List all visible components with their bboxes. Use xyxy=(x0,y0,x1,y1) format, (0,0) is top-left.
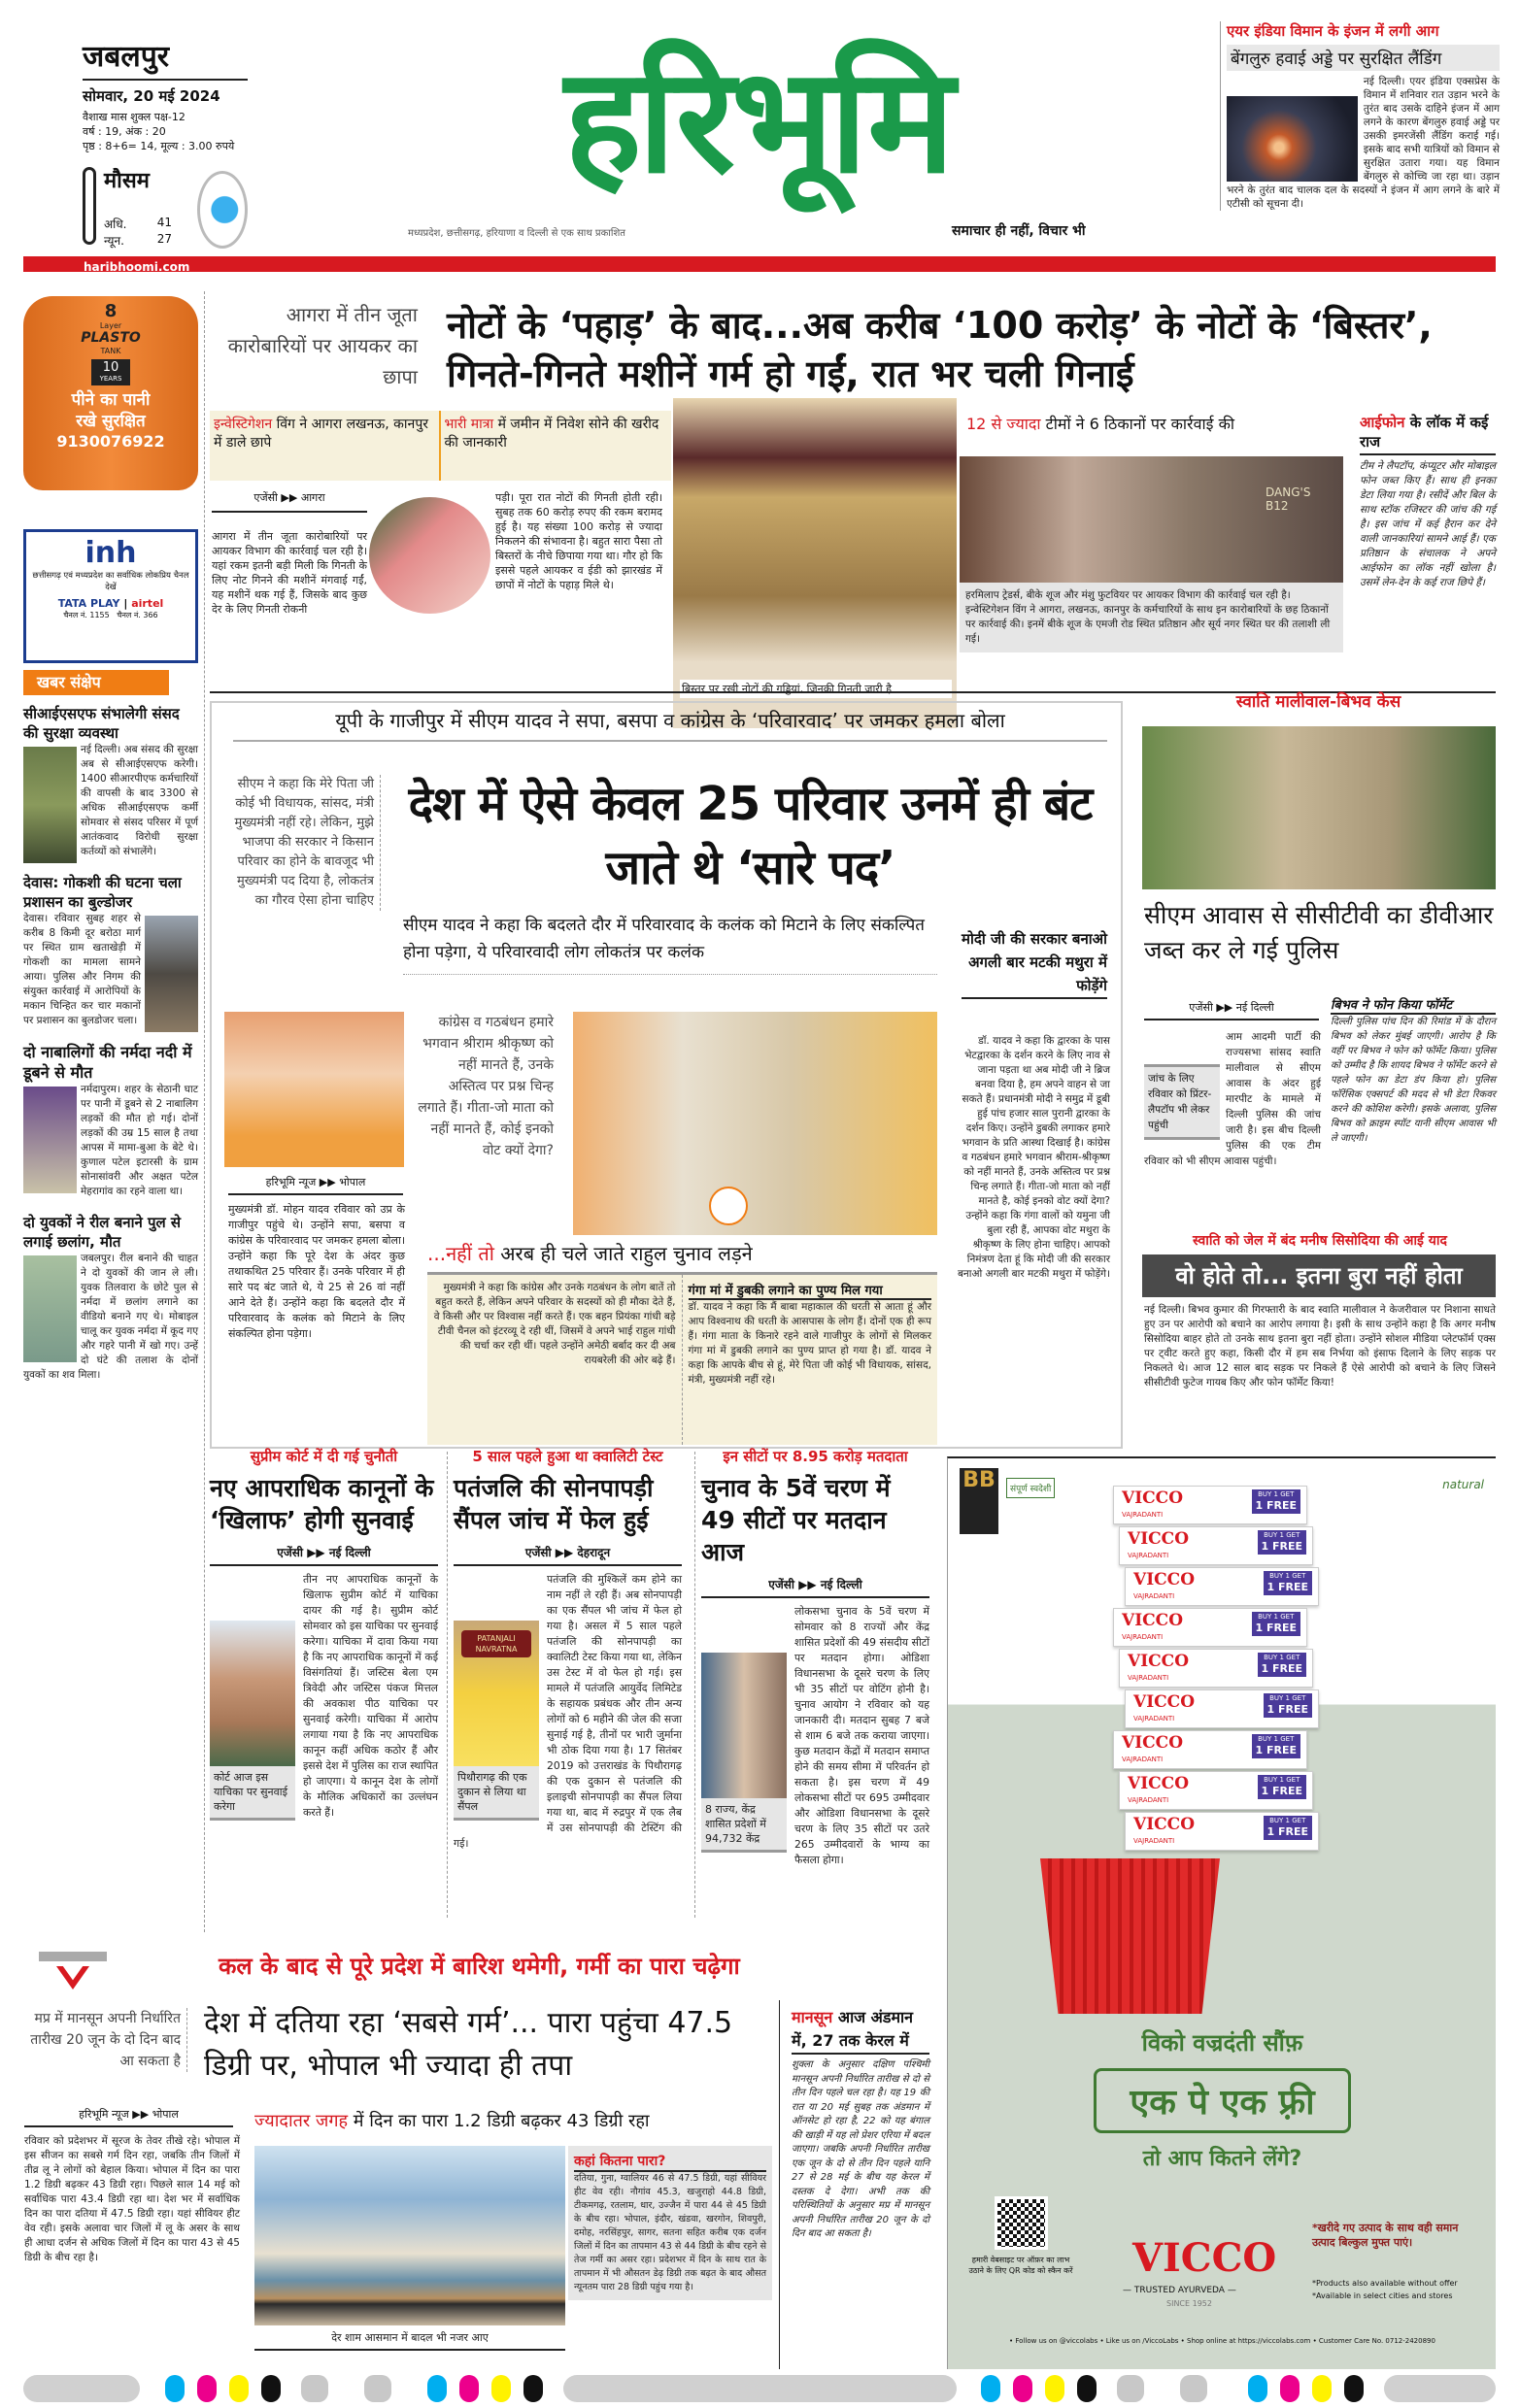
swati-police-photo xyxy=(1142,726,1496,889)
briefs-column xyxy=(23,704,198,1383)
vicco-note2: *Products also available without offer xyxy=(1312,2279,1458,2288)
registration-dot xyxy=(261,2375,281,2402)
pack-offer-box xyxy=(1252,1489,1301,1514)
toothpaste-pack xyxy=(1119,1771,1313,1810)
pack-badge: BUY 1 GET xyxy=(1269,1572,1306,1580)
story-kicker: इन सीटों पर 8.95 करोड़ मतदाता xyxy=(723,1448,908,1465)
cisf-photo xyxy=(23,747,77,863)
sub1: विंग ने आगरा लखनऊ, कानपुर में डाले छापे xyxy=(214,417,428,451)
story-byline: एजेंसी ▶▶ देहरादून xyxy=(454,1544,682,1566)
tataplay-logo: TATA PLAY xyxy=(57,597,120,610)
website-link[interactable]: haribhoomi.com xyxy=(84,260,190,274)
lead-headline: नोटों के ‘पहाड़’ के बाद...अब करीब ‘100 करोड़’ के नोटों के ‘बिस्तर’, गिनते-गिनते मशीनें गर्म हो गईं, रात भर चली गिनाई xyxy=(447,304,1433,395)
inh-desc: छत्तीसगढ़ एवं मध्यप्रदेश का सर्वाधिक लोकप्रिय चैनल देखें xyxy=(32,571,189,592)
column-divider xyxy=(694,1452,695,1918)
vicco-logo: VICCO xyxy=(1132,2235,1277,2281)
ear-story xyxy=(1220,21,1500,211)
vicco-line1: विको वज्रदंती सौंफ़ xyxy=(1141,2029,1303,2057)
registration-dot xyxy=(1344,2375,1364,2402)
pack-offer: 1 FREE xyxy=(1255,1499,1297,1512)
ganga-headline: गंगा मां में डुबकी लगाने का पुण्य मिल गया xyxy=(689,1281,932,1300)
bibhav-sidebar xyxy=(1331,995,1496,1146)
patanjali-pack-label: PATANJALI NAVRATNA xyxy=(461,1630,531,1657)
vicco-line2: एक पे एक फ़्री xyxy=(1094,2068,1351,2133)
ear-headline: बेंगलुरु हवाई अड्डे पर सुरक्षित लैंडिंग xyxy=(1227,45,1500,71)
sub2-red: भारी मात्रा xyxy=(444,417,494,432)
editions-line: मध्यप्रदेश, छत्तीसगढ़, हरियाणा व दिल्ली से एक साथ प्रकाशित xyxy=(408,228,625,239)
registration-dot xyxy=(1180,2375,1207,2402)
sisodia-kicker: स्वाति को जेल में बंद मनीष सिसोदिया की आई याद xyxy=(1193,1233,1447,1249)
pack-brand: VICCO xyxy=(1122,1611,1184,1630)
pack-offer: 1 FREE xyxy=(1261,1662,1302,1675)
yadav-quote: सीएम ने कहा कि मेरे पिता जी कोई भी विधायक, सांसद, मंत्री मुख्यमंत्री नहीं रहे। लेकिन, मुझे भाजपा की सरकार ने किसान परिवार का होने के बावजूद भी मुख्यमंत्री पद दिया है, लोकतंत्र का गौरव ऐसा होना चाहिए xyxy=(225,775,381,911)
story-body: पतंजलि की मुश्किलें कम होने का नाम नहीं ले रही हैं। अब सोनपापड़ी का एक सैंपल भी जांच में फेल हो गया है। असल में 5 साल पहले पतंजलि की सोनपापड़ी का क्वालिटी टेस्ट किया गया था, लेकिन उस टेस्ट में वो फेल हो गई। इस मामले में पतंजलि आयुर्वेद लिमिटेड के सहायक प्रबंधक और तीन अन्य लोगों को 6 महीने की जेल की सजा सुनाई गई है, तीनों पर भारी जुर्माना भी ठोक दिया गया है। 17 सितंबर 2019 को उत्तराखंड के पिथौरागढ़ की एक दुकान से पतंजलि की इलाइची सोनपापड़ी का सैंपल लिया गया था, बाद में रुद्रपुर में एक लैब में उस सोनपापड़ी की टेस्टिंग की गई। xyxy=(454,1573,682,1850)
pack-offer-box xyxy=(1264,1816,1313,1840)
registration-dot xyxy=(1117,2375,1144,2402)
rahul-body: मुख्यमंत्री ने कहा कि कांग्रेस और उनके गठबंधन के लोग बातें तो बहुत करते हैं, लेकिन अपने परिवार के सदस्यों को ही मौका देते हैं, वे किसी और पर विश्वास नहीं करते हैं। एक बहन प्रियंका गांधी बड़े टीवी चैनल को इंटरव्यू दे रही थीं, जिसमें वे अपने भाई राहुल गांधी की चर्चा कर रही थीं। पहले उन्होंने अमेठी बर्बाद कर दी अब रायबरेली की ओर बढ़े हैं। xyxy=(427,1275,683,1445)
newspaper-logo[interactable]: हरिभूमि xyxy=(564,37,951,206)
registration-dot xyxy=(1280,2375,1300,2402)
chevron-down-icon xyxy=(56,1966,89,1990)
briefs-title: खबर संक्षेप xyxy=(23,670,169,695)
max-temp-label: अधि. xyxy=(104,217,127,231)
sisodia-headline: वो होते तो... इतना बुरा नहीं होता xyxy=(1142,1254,1496,1297)
volume: वर्ष : 19, अंक : 20 xyxy=(83,125,166,138)
max-temp: 41 xyxy=(156,216,172,229)
slogan: समाचार ही नहीं, विचार भी xyxy=(952,223,1086,239)
pack-product: VAJRADANTI xyxy=(1133,1837,1175,1845)
registration-dot xyxy=(1013,2375,1032,2402)
pack-offer-box xyxy=(1258,1653,1307,1677)
cloud-icon xyxy=(197,171,248,249)
qr-text: हमारी वेबसाइट पर ऑफ़र का लाभ उठाने के लिए QR कोड को स्कैन करें xyxy=(968,2256,1073,2275)
weather-banner: कल के बाद से पूरे प्रदेश में बारिश थमेगी, गर्मी का पारा चढ़ेगा xyxy=(219,1953,740,1980)
lead-byline: एजेंसी ▶▶ आगरा xyxy=(212,490,367,513)
sub2: में जमीन में निवेश सोने की खरीद की जानकारी xyxy=(444,417,659,451)
pack-offer-box xyxy=(1258,1530,1307,1555)
monsoon-body: शुक्ला के अनुसार दक्षिण पश्चिमी मानसून अपनी निर्धारित तारीख से दो से तीन दिन पहले चल रहा है। यह 19 की रात या 20 मई सुबह तक अंडमान में ऑनसेट हो रहा है, 22 को यह बंगाल की खाड़ी में यह लो प्रेशर एरिया में बदल जाएगा। जबकि अपनी निर्धारित तारीख एक जून के दो से तीन दिन पहले यानि 27 से 28 मई के बीच यह केरल में दस्तक दे देगा। अभी तक की परिस्थितियों के अनुसार मप्र में मानसून अपनी निर्धारित तारीख 20 जून के दो दिन बाद आ सकता है। xyxy=(792,2059,929,2239)
registration-dot xyxy=(1312,2375,1332,2402)
swati-body: आम आदमी पार्टी की राज्यसभा सांसद स्वाति मालीवाल से सीएम आवास के अंदर हुई मारपीट के मामले में दिल्ली पुलिस की जांच जारी है। इस बीच दिल्ली पुलिस की एक टीम रविवार को भी सीएम आवास पहुंची। xyxy=(1144,1031,1321,1167)
story-photo-caption: 8 राज्य, केंद्र शासित प्रदेशों में 94,732 केंद्र xyxy=(701,1798,787,1853)
registration-dot xyxy=(301,2375,328,2402)
registration-dot xyxy=(364,2375,391,2402)
weather-headline: देश में दतिया रहा ‘सबसे गर्म’... पारा पहुंचा 47.5 डिग्री पर, भोपाल भी ज्यादा ही तपा xyxy=(204,2006,733,2083)
brief-item[interactable]: दो नाबालिगों की नर्मदा नदी में डूबने से मौत नर्मदापुरम। शहर के सेठानी घाट पर पानी में डूबने से 2 नाबालिग लड़कों की मौत हो गई। दोनों लड़कों की उम्र 15 साल है तथा आपस में मामा-बुआ के बेटे थे। कुणाल पटेल इटारसी के ग्राम सोनासांवरी और अक्षत पटेल मेहरागांव का रहने वाला था। xyxy=(23,1043,198,1197)
ear-body: नई दिल्ली। एयर इंडिया एक्सप्रेस के विमान में शनिवार रात उड़ान भरने के तुरंत बाद उसके दाहिने इंजन में आग लगने के कारण बेंगलुरु हवाई अड्डे पर उसकी इमरजेंसी लैंडिंग कराई गई। इसके बाद सभी यात्रियों को विमान से सुरक्षित उतारा गया। यह विमान बेंगलुरु से कोच्चि जा रहा था। उड़ान भरने के तुरंत बाद चालक दल के सदस्यों ने इंजन में आग लगने के बारे में एटीसी को सूचना दी। xyxy=(1227,76,1500,210)
cash-on-bed-photo xyxy=(673,398,957,728)
pack-brand: VICCO xyxy=(1128,1652,1190,1671)
registration-bar xyxy=(23,2375,140,2402)
door-sign: DANG'S B12 xyxy=(1266,485,1311,513)
pack-offer: 1 FREE xyxy=(1261,1785,1302,1797)
brief-item[interactable]: देवास: गोकशी की घटना चला प्रशासन का बुल्डोजर देवास। रविवार सुबह शहर से करीब 8 किमी दूर बरोठा मार्ग पर स्थित ग्राम खताखेड़ी में गोकशी का मामला सामने आया। पुलिस और निगम की संयुक्त कार्रवाई में आरोपियों के मकान चिन्हित कर चार मकानों पर प्रशासन का बुलडोजर चला। xyxy=(23,873,198,1028)
pack-product: VAJRADANTI xyxy=(1133,1715,1175,1722)
pack-product: VAJRADANTI xyxy=(1122,1756,1164,1763)
story-body: लोकसभा चुनाव के 5वें चरण में सोमवार को 8 राज्यों और केंद्र शासित प्रदेशों की 49 संसदीय सीटों पर मतदान होगा। ओडिशा विधानसभा के दूसरे चरण के लिए भी 35 सीटों पर वोटिंग होनी है। चुनाव आयोग ने रविवार को यह जानकारी दी। मतदान सुबह 7 बजे से शाम 6 बजे तक कराया जाएगा। कुछ मतदान केंद्रों में मतदान समाप्त होने की समय सीमा में परिवर्तन हो सकता है। इस चरण में 49 लोकसभा सीटों पर 695 उम्मीदवार और ओडिशा विधानसभा के दूसरे चरण के लिए 35 सीटों पर उतरे 265 उम्मीदवारों के भाग्य का फैसला होगा। xyxy=(794,1605,929,1866)
plasto-brand: PLASTO xyxy=(81,330,141,346)
channel-airtel: चैनल नं. 366 xyxy=(117,611,158,619)
story-photo xyxy=(210,1621,295,1821)
narmada-ghat-photo xyxy=(23,1087,77,1193)
tax-office-photo xyxy=(369,497,490,614)
edition-date: सोमवार, 20 मई 2024 xyxy=(83,87,220,105)
registration-dot xyxy=(1045,2375,1064,2402)
channel-tataplay: चैनल नं. 1155 xyxy=(63,611,110,619)
yadav-deck: सीएम यादव ने कहा कि बदलते दौर में परिवारवाद के कलंक को मिटाने के लिए संकल्पित होना पड़ेगा, ये परिवारवादी लोग लोकतंत्र पर कलंक xyxy=(403,912,937,975)
story-photo-caption: कोर्ट आज इस याचिका पर सुनवाई करेगा xyxy=(210,1766,295,1821)
pack-product: VAJRADANTI xyxy=(1133,1592,1175,1600)
pack-offer-box xyxy=(1264,1571,1313,1595)
raid-officers-photo xyxy=(960,456,1343,583)
temperature-box-body: दतिया, गुना, ग्वालियर 46 से 47.5 डिग्री, यहां सीवियर हीट वेव रही। नौगांव 45.3, खजुराहो 44.8 डिग्री, टीकमगढ़, रतलाम, धार, उज्जैन में पारा 44 से 45 डिग्री के बीच रहा। भोपाल, इंदौर, खंडवा, खरगोन, शिवपुरी, दमोह, नरसिंहपुर, सागर, सतना सहित करीब एक दर्जन जिलों में दिन का तापमान 43 से 44 डिग्री के बीच रहने से तेज गर्मी का असर रहा। प्रदेशभर में दिन के साथ रात के तापमान में भी औसतन डेढ़ डिग्री तक बढ़त के बाद औसत न्यूनतम पारा 28 डिग्री पहुंच गया है। xyxy=(574,2173,766,2292)
registration-dot xyxy=(197,2375,217,2402)
swati-byline: एजेंसी ▶▶ नई दिल्ली xyxy=(1144,1000,1319,1020)
story-headline: पतंजलि की सोनपापड़ी सैंपल जांच में फेल हुई xyxy=(454,1474,654,1534)
pack-badge: BUY 1 GET xyxy=(1264,1654,1300,1661)
vicco-trusted: — TRUSTED AYURVEDA — xyxy=(1123,2286,1236,2295)
pages-price: पृष्ठ : 8+6= 14, मूल्य : 3.00 रुपये xyxy=(83,140,235,152)
inh-logo: inh xyxy=(84,536,137,570)
natural-badge: natural xyxy=(1442,1478,1484,1491)
weather-body: रविवार को प्रदेशभर में सूरज के तेवर तीखे रहे। भोपाल में इस सीजन का सबसे गर्म दिन रहा, जबकि तीन जिलों में तीव्र लू ने लोगों को बेहाल किया। भोपाल में दिन का पारा 1.2 डिग्री बढ़कर 43 डिग्री रहा। पिछले साल 14 मई को सर्वाधिक पारा 43.4 डिग्री रहा था। देश भर में सर्वाधिक दिन का पारा दतिया में 47.5 डिग्री रहा। यहां सीवियर हीट वेव रही। इसके अलावा चार जिलों में लू के असर के साथ ही आधा दर्जन से अधिक जिलों में दिन का पारा 43 से 45 डिग्री के बीच रहा है। xyxy=(24,2135,240,2263)
lead-kicker: आगरा में तीन जूता कारोबारियों पर आयकर का छापा xyxy=(227,303,418,388)
swadeshi-badge: संपूर्ण स्वदेशी xyxy=(1006,1478,1055,1498)
registration-dot xyxy=(165,2375,185,2402)
column-divider xyxy=(447,1452,448,1918)
airtel-logo: airtel xyxy=(131,597,164,610)
bulldozer-photo xyxy=(145,916,198,1032)
monsoon-divider xyxy=(779,2000,780,2369)
monsoon-headline: मानसून आज अंडमान में, 27 तक केरल में xyxy=(792,2006,929,2055)
registration-dot xyxy=(459,2375,479,2402)
temperature-box xyxy=(568,2146,772,2300)
lead-body-1: आगरा में तीन जूता कारोबारियों पर आयकर विभाग की कार्रवाई चल रही है। यहां रकम इतनी बड़ी मिली कि गिनती के लिए नोट गिनने की मशीनें मंगवाई गईं, यह मशीनें थक गई हैं, जिसके बाद कुछ देर के लिए गिनती रोकनी xyxy=(212,530,367,616)
pack-badge: BUY 1 GET xyxy=(1258,1735,1295,1743)
registration-dot xyxy=(229,2375,249,2402)
toothpaste-pack xyxy=(1113,1608,1307,1647)
weather-title: मौसम xyxy=(104,169,150,193)
lead-subheads xyxy=(210,411,671,481)
monsoon-block xyxy=(792,2006,929,2242)
toothpaste-pack xyxy=(1113,1730,1307,1769)
vicco-note3: *Available in select cities and stores xyxy=(1312,2291,1453,2300)
bhopal-sky-photo xyxy=(254,2146,565,2325)
sisodia-body: नई दिल्ली। बिभव कुमार की गिरफ्तारी के बाद स्वाति मालीवाल ने केजरीवाल पर निशाना साधते हुए उन पर आरोपी को बचाने का आरोप लगाया है। इसी के साथ उन्होंने कहा है कि अगर मनीष सिसोदिया बाहर होते तो उनके साथ इतना बुरा नहीं होता। उन्होंने सोशल मीडिया प्लेटफॉर्म एक्स पर ट्वीट करते हुए कहा, किसी दौर में हम सब निर्भया को इंसाफ दिलाने के लिए सड़क पर निकलते थे। आज 12 साल बाद सड़क पर निकले हैं ऐसे आरोपी को बचाने के लिए जिसने सीसीटीवी फुटेज गायब किए और फोन फॉर्मेट किया! xyxy=(1144,1304,1496,1388)
qr-code-icon[interactable] xyxy=(995,2196,1048,2250)
ear-kicker: एयर इंडिया विमान के इंजन में लगी आग xyxy=(1227,22,1439,40)
iphone-body: टीम ने लैपटॉप, कंप्यूटर और मोबाइल फोन जब्त किए हैं। साथ ही इनका डेटा लिया गया है। रसीदें और बिल के साथ स्टॉक रजिस्टर की जांच की गई है। इस जांच में कई हैरान कर देने वाली जानकारियां सामने आई हैं। एक प्रतिष्ठान के संचालक ने अपने आईफोन का लॉक नहीं खोला है। उसमें लेन-देन के कई राज छिपे हैं। xyxy=(1360,460,1496,588)
swati-body-block xyxy=(1144,1029,1321,1169)
min-temp-label: न्यून. xyxy=(104,234,124,248)
best-brand-badge: BB xyxy=(960,1468,998,1534)
story-kicker: सुप्रीम कोर्ट में दी गई चुनौती xyxy=(250,1448,398,1465)
story-photo-caption: पिथौरागढ़ की एक दुकान से लिया था सैंपल xyxy=(454,1766,539,1821)
brief-headline: दो युवकों ने रील बनाने पुल से लगाई छलांग, मौत xyxy=(23,1214,182,1251)
brief-headline: देवास: गोकशी की घटना चला प्रशासन का बुल्डोजर xyxy=(23,874,182,911)
story-byline: एजेंसी ▶▶ नई दिल्ली xyxy=(701,1576,929,1598)
story-byline: एजेंसी ▶▶ नई दिल्ली xyxy=(210,1544,438,1566)
temperature-box-title: कहां कितना पारा? xyxy=(574,2152,766,2172)
registration-dot xyxy=(427,2375,447,2402)
pack-badge: BUY 1 GET xyxy=(1264,1776,1300,1784)
mathura-body: डॉ. यादव ने कहा कि द्वारका के पास भेटद्वारका के दर्शन करने के लिए नाव से जाना पड़ता था अब मोदी जी ने ब्रिज बनवा दिया है, हम अपने वाहन से जा सकते हैं। प्रधानमंत्री मोदी ने समुद्र में डूबी हुई पांच हजार साल पुरानी द्वारका के दर्शन किए। उन्होंने डुबकी लगाकर हमारे भगवान के प्रति आस्था दिखाई है। कांग्रेस व गठबंधन हमारे भगवान श्रीराम-श्रीकृष्ण को नहीं मानते हैं, उनके अस्तित्व पर प्रश्न चिन्ह लगाते हैं। गीता-जो माता को नहीं मानते है, कोई इनको वोट क्यों देगा? उन्होंने कहा कि गंगा वालों को यमुना जी बुला रही हैं, आपका वोट मथुरा के श्रीकृष्ण के लिए होना चाहिए। आपको निमंत्रण देता हूं कि मोदी जी की सरकार बनाओ अगली बार मटकी मथुरा में फोड़ेंगे। xyxy=(957,1035,1110,1280)
registration-dot xyxy=(1077,2375,1097,2402)
pack-product: VAJRADANTI xyxy=(1128,1796,1169,1804)
toothpaste-pack xyxy=(1125,1689,1319,1728)
plasto-tank: TANK xyxy=(100,347,121,355)
plasto-tank-ad[interactable] xyxy=(23,296,198,490)
brief-item[interactable]: सीआईएसएफ संभालेगी संसद की सुरक्षा व्यवस्था नई दिल्ली। अब संसद की सुरक्षा अब से सीआईएसएफ करेगी। 1400 सीआरपीएफ कर्मचारियों की वापसी के बाद 3300 से अधिक सीआईएसएफ कर्मी सोमवार से संसद परिसर में पूर्ण आतंकवाद विरोधी सुरक्षा कर्तव्यों को संभालेंगे। xyxy=(23,704,198,859)
yadav-headline: देश में ऐसे केवल 25 परिवार उनमें ही बंट जाते थे ‘सारे पद’ xyxy=(408,777,1093,895)
pack-badge: BUY 1 GET xyxy=(1269,1817,1306,1824)
shopping-basket-icon xyxy=(1040,1858,1220,2014)
registration-bar xyxy=(1384,2375,1496,2402)
plasto-layer-label: Layer xyxy=(99,321,122,330)
teams-headline: 12 से ज्यादा टीमों ने 6 ठिकानों पर कार्रवाई की xyxy=(966,415,1234,433)
iphone-sidebar: आईफोन के लॉक में कई राज टीम ने लैपटॉप, कंप्यूटर और मोबाइल फोन जब्त किए हैं। साथ ही इनका डेटा लिया गया है। रसीदें और बिल के साथ स्टॉक रजिस्टर की जांच की गई है। इस जांच में कई हैरान कर देने वाली जानकारियां सामने आई हैं। एक प्रतिष्ठान के संचालक ने अपने आईफोन का लॉक नहीं खोला है। उसमें लेन-देन के कई राज छिपे हैं। xyxy=(1360,414,1496,588)
hindu-month: वैशाख मास शुक्ल पक्ष-12 xyxy=(83,111,186,123)
story-headline: चुनाव के 5वें चरण में 49 सीटों पर मतदान आज xyxy=(701,1474,891,1566)
pack-badge: BUY 1 GET xyxy=(1269,1694,1306,1702)
bjp-lotus-icon xyxy=(709,1187,748,1225)
pack-product: VAJRADANTI xyxy=(1122,1511,1164,1519)
rahul-box xyxy=(427,1272,937,1445)
yadav-pointer: मोदी जी की सरकार बनाओ अगली बार मटकी मथुरा में फोड़ेंगे xyxy=(962,927,1107,999)
weather-widget xyxy=(83,165,277,252)
bibhav-headline: बिभव ने फोन किया फॉर्मेट xyxy=(1331,995,1496,1015)
brief-headline: सीआईएसएफ संभालेगी संसद की सुरक्षा व्यवस्था xyxy=(23,705,180,742)
pack-offer-box xyxy=(1258,1775,1307,1799)
pack-badge: BUY 1 GET xyxy=(1258,1613,1295,1621)
story-body: तीन नए आपराधिक कानूनों के खिलाफ सुप्रीम कोर्ट में याचिका दायर की गई है। सुप्रीम कोर्ट सोमवार को इस याचिका पर सुनवाई करेगा। याचिका में दावा किया गया है कि नए आपराधिक कानूनों में कई विसंगतियां हैं। जस्टिस बेला एम त्रिवेदी और जस्टिस पंकज मित्तल की अवकाश पीठ याचिका पर सुनवाई करेगी। याचिका में आरोप लगाया गया है कि नए आपराधिक कानून कहीं अधिक कठोर हैं और इससे देश में पुलिस का राज स्थापित हो जाएगा। ये कानून देश के लोगों के मौलिक अधिकारों का उल्लंघन करते हैं। xyxy=(303,1573,438,1819)
yadav-rally-photo xyxy=(573,1012,937,1235)
plasto-line2: रखे सुरक्षित xyxy=(76,412,146,431)
yadav-byline: हरिभूमि न्यूज ▶▶ भोपाल xyxy=(228,1175,403,1195)
story-photo xyxy=(454,1621,539,1821)
registration-dot xyxy=(981,2375,1000,2402)
website-bar xyxy=(23,256,1496,272)
toothpaste-pack xyxy=(1119,1526,1313,1565)
pack-offer-box xyxy=(1252,1734,1301,1758)
plasto-layer: 8 xyxy=(104,301,118,321)
story-card[interactable] xyxy=(210,1447,438,1824)
pack-brand: VICCO xyxy=(1128,1529,1190,1549)
plasto-years: 10 xyxy=(102,360,119,375)
pack-product: VAJRADANTI xyxy=(1122,1633,1164,1641)
vicco-note1: *खरीदे गए उत्पाद के साथ वही समान उत्पाद बिल्कुल मुफ्त पाएं। xyxy=(1312,2222,1459,2249)
ganga-body: डॉ. यादव ने कहा कि मैं बाबा महाकाल की धरती से आता हूं और आप विश्वनाथ की धरती के आसपास के लोग हैं। दोनों एक ही रूप हैं। गंगा माता के किनारे रहने वाले गाजीपुर के लोगों से मिलकर गंगा मां में डुबकी लगाने का पुण्य प्राप्त हो गया है। डॉ. यादव ने कहा कि आपके बीच से हूं, मेरे पिता जी कोई भी विधायक, सांसद, मंत्री, मुख्यमंत्री नहीं रहे। xyxy=(688,1301,931,1386)
pack-offer: 1 FREE xyxy=(1266,1703,1308,1716)
weather-byline: हरिभूमि न्यूज ▶▶ भोपाल xyxy=(24,2107,233,2127)
yadav-pull-quote: कांग्रेस व गठबंधन हमारे भगवान श्रीराम श्रीकृष्ण को नहीं मानते हैं, उनके अस्तित्व पर प्रश्न चिन्ह लगाते हैं। गीता-जो माता को नहीं मानते हैं, कोई इनको वोट क्यों देगा? xyxy=(418,1015,554,1158)
pack-brand: VICCO xyxy=(1133,1815,1196,1834)
pack-brand: VICCO xyxy=(1128,1774,1190,1793)
weather-subhead: ज्यादातर जगह में दिन का पारा 1.2 डिग्री बढ़कर 43 डिग्री रहा xyxy=(254,2111,650,2131)
river-jump-photo xyxy=(23,1255,77,1362)
brief-headline: दो नाबालिगों की नर्मदा नदी में डूबने से मौत xyxy=(23,1043,192,1082)
story-card[interactable] xyxy=(701,1447,929,1868)
sub1-red: इन्वेस्टिगेशन xyxy=(214,417,273,432)
pack-offer: 1 FREE xyxy=(1261,1540,1302,1553)
toothpaste-pack xyxy=(1125,1567,1319,1606)
plasto-years-label: YEARS xyxy=(99,375,122,383)
rahul-headline: ...नहीं तो अरब ही चले जाते राहुल चुनाव लड़ने xyxy=(427,1242,753,1265)
masthead-info xyxy=(83,35,277,153)
cash-photo-caption: बिस्तर पर रखी नोटों की गड्डियां, जिनकी गिनती जारी है xyxy=(680,680,952,698)
story-kicker: 5 साल पहले हुआ था क्वालिटी टेस्ट xyxy=(472,1448,663,1465)
plasto-phone: 9130076922 xyxy=(56,432,165,451)
pack-offer: 1 FREE xyxy=(1266,1581,1308,1593)
toothpaste-pack xyxy=(1119,1649,1313,1688)
yadav-body: मुख्यमंत्री डॉ. मोहन यादव रविवार को उप्र के गाजीपुर पहुंचे थे। उन्होंने सपा, बसपा व कांग्रेस के परिवारवाद पर जमकर हमला बोला। उन्होंने कहा कि पूरे देश के अंदर कुछ तथाकथित 25 परिवार हैं। उनके परिवार में ही सारे पद बंट जाते थे, ये 25 से 26 वां नहीं आने देते हैं। उन्होंने कहा कि बदलते दौर में परिवारवाद के कलंक को मिटाने के लिए संकल्पित होना पड़ेगा। xyxy=(228,1203,405,1340)
vicco-footer: • Follow us on @viccolabs • Like us on /ViccoLabs • Shop online at https://viccolabs.com • Customer Care No. 0712-2420890 xyxy=(1009,2337,1435,2345)
pack-offer: 1 FREE xyxy=(1255,1622,1297,1634)
pack-brand: VICCO xyxy=(1133,1692,1196,1712)
story-photo xyxy=(701,1653,787,1853)
raid-photo-caption: हरमिलाप ट्रेडर्स, बीके शूज और मंशु फुटवियर पर आयकर विभाग की कार्रवाई चल रही है। इन्वेस्टिगेशन विंग ने आगरा, लखनऊ, कानपुर के कर्मचारियों के साथ इन कारोबारियों के छह ठिकानों पर कार्रवाई की। इनमें बीके शूज के एमजी रोड स्थित प्रतिष्ठान और सूर्य नगर स्थित घर की तलाशी ली गई। xyxy=(960,583,1343,652)
engine-fire-photo xyxy=(1227,96,1358,182)
swati-headline: सीएम आवास से सीसीटीवी का डीवीआर जब्त कर ले गई पुलिस xyxy=(1144,901,1494,964)
plasto-years-badge xyxy=(91,359,130,385)
swati-kicker: स्वाति मालीवाल-बिभव केस xyxy=(1235,692,1401,712)
pack-product: VAJRADANTI xyxy=(1128,1674,1169,1682)
bibhav-body: दिल्ली पुलिस पांच दिन की रिमांड में के दौरान बिभव को लेकर मुंबई जाएगी। आरोप है कि वहीं पर बिभव ने फोन को फॉर्मेट किया। पुलिस को उम्मीद है कि शायद बिभव ने फॉर्मेट करने से पहले फोन का डेटा डंप किया हो। पुलिस फॉरेंसिक एक्सपर्ट की मदद से भी डेटा रिकवर करने की कोशिश करेगी। इसके अलावा, पुलिस बिभव को क्राइम स्पॉट यानी सीएम आवास भी ले जाएगी। xyxy=(1331,1017,1496,1144)
pack-offer-box xyxy=(1264,1693,1313,1718)
weather-kicker: मप्र में मानसून अपनी निर्धारित तारीख 20 जून के दो दिन बाद आ सकता है xyxy=(27,2008,187,2072)
brief-item[interactable]: दो युवकों ने रील बनाने पुल से लगाई छलांग, मौत जबलपुर। रील बनाने की चाहत ने दो युवकों की जान ले ली। युवक तिलवारा के छोटे पुल से नर्मदा में छलांग लगाने का वीडियो बनाने गए थे। मोबाइल चालू कर युवक नर्मदा में कूद गए और गहरे पानी में खो गए। उन्हें दो घंटे की तलाश के दोनों युवकों का शव मिला। xyxy=(23,1214,198,1381)
pack-badge: BUY 1 GET xyxy=(1258,1490,1295,1498)
yadav-speech-photo xyxy=(224,1012,404,1167)
min-temp: 27 xyxy=(156,232,172,246)
swati-callout: जांच के लिए रविवार को प्रिंटर-लैपटॉप भी लेकर पहुंची xyxy=(1144,1064,1220,1140)
registration-bar xyxy=(563,2375,957,2402)
sky-photo-caption: देर शाम आसमान में बादल भी नजर आए xyxy=(254,2330,565,2351)
pack-brand: VICCO xyxy=(1122,1733,1184,1753)
toothpaste-pack xyxy=(1113,1486,1307,1524)
vicco-ad[interactable] xyxy=(947,1456,1496,2369)
lead-body-2: पड़ी। पूरा रात नोटों की गिनती होती रही। सुबह तक 60 करोड़ रुपए की रकम बरामद हुई है। यह संख्या 100 करोड़ से ज्यादा निकलने की संभावना है। बहुत सारा पैसा तो बिस्तरों के नीचे छिपाया गया था। गौर हो कि इससे पहले आयकर व ईडी को झारखंड में छापों में नोटों के पहाड़ मिले थे। xyxy=(495,491,662,591)
weather-banner-arrow-icon xyxy=(39,1952,107,1961)
pack-product: VAJRADANTI xyxy=(1128,1552,1169,1559)
yadav-kicker: यूपी के गाजीपुर में सीएम यादव ने सपा, बसपा व कांग्रेस के ‘परिवारवाद’ पर जमकर हमला बोला xyxy=(233,707,1107,742)
registration-dot xyxy=(1248,2375,1267,2402)
story-card[interactable] xyxy=(454,1447,682,1852)
pack-badge: BUY 1 GET xyxy=(1264,1531,1300,1539)
registration-dot xyxy=(523,2375,543,2402)
registration-dot xyxy=(491,2375,511,2402)
pack-brand: VICCO xyxy=(1122,1488,1184,1508)
toothpaste-pack xyxy=(1125,1812,1319,1851)
vicco-line3: तो आप कितने लेंगे? xyxy=(1142,2147,1302,2171)
pack-offer: 1 FREE xyxy=(1266,1825,1308,1838)
pack-offer-box xyxy=(1252,1612,1301,1636)
pack-brand: VICCO xyxy=(1133,1570,1196,1589)
edition-city: जबलपुर xyxy=(83,35,248,81)
story-headline: नए आपराधिक कानूनों के ‘खिलाफ’ होगी सुनवाई xyxy=(210,1474,434,1534)
plasto-line1: पीने का पानी xyxy=(71,390,151,410)
inh-channel-ad[interactable]: inh छत्तीसगढ़ एवं मध्यप्रदेश का सर्वाधिक लोकप्रिय चैनल देखें TATA PLAY | airtel चैनल नं. 1155 चैनल नं. 366 xyxy=(23,529,198,663)
left-column-divider xyxy=(204,291,205,1932)
vicco-since: SINCE 1952 xyxy=(1166,2299,1212,2308)
pack-offer: 1 FREE xyxy=(1255,1744,1297,1756)
thermometer-icon xyxy=(83,167,96,245)
